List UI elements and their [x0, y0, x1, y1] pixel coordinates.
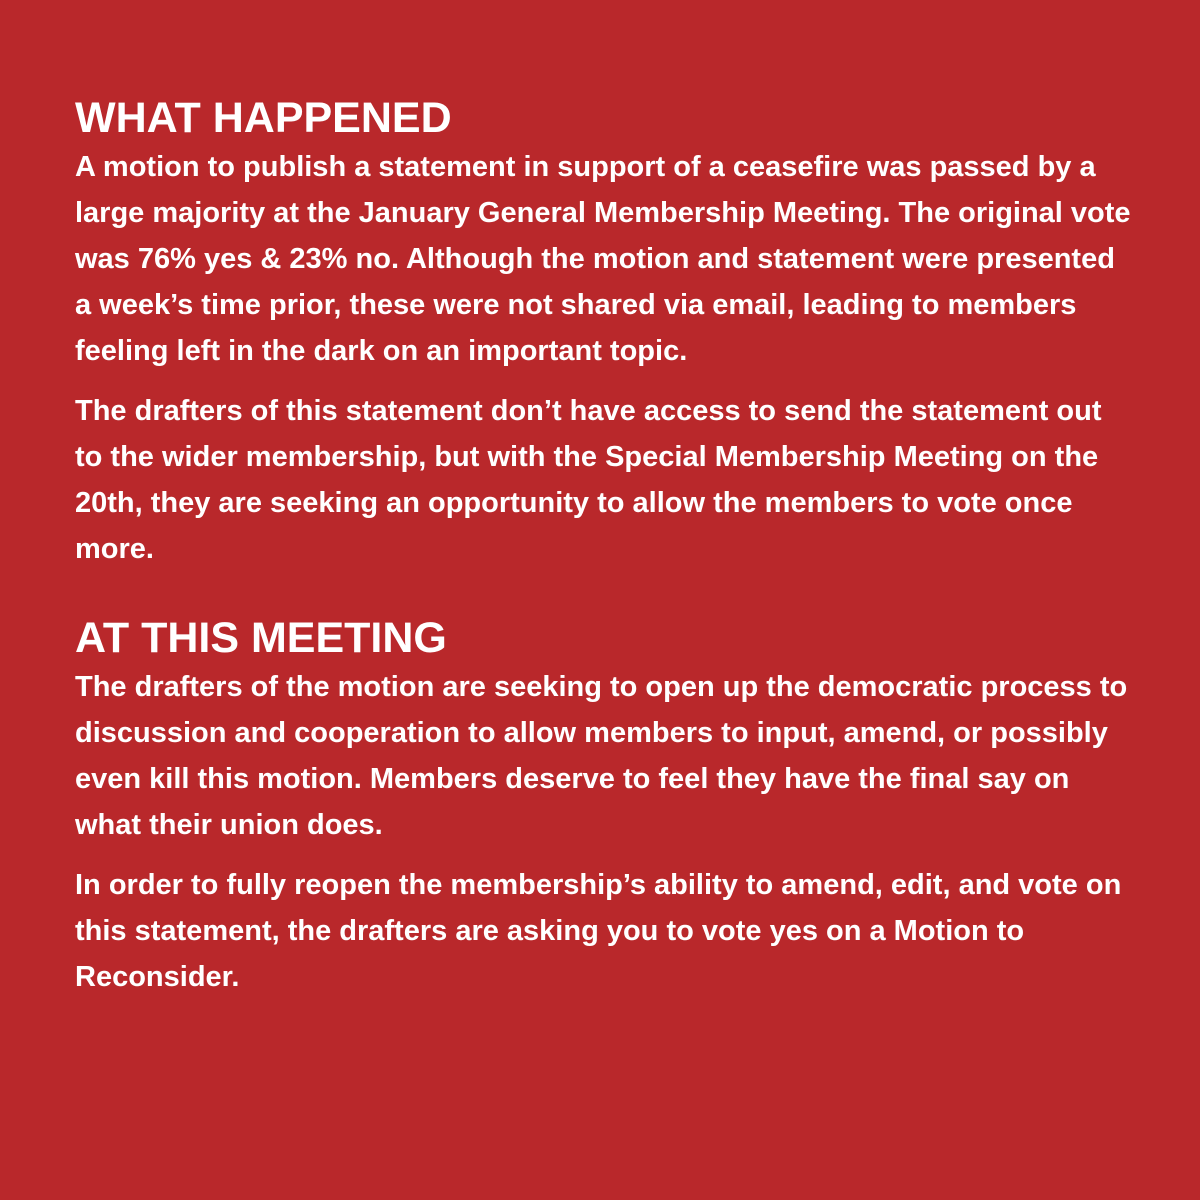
section-at-this-meeting — [75, 612, 1135, 1000]
section-paragraph: In order to fully reopen the membership’s ability to amend, edit, and vote on this statement, the drafters are asking you to vote yes on a Motion to Reconsider. — [75, 869, 1122, 993]
section-heading: WHAT HAPPENED — [75, 94, 452, 142]
section-paragraph: The drafters of this statement don’t have access to send the statement out to the wider membership, but with the Special Membership Meeting on the 20th, they are seeking an opportunity to allow the members to vote once more. — [75, 395, 1102, 565]
section-paragraph: A motion to publish a statement in support of a ceasefire was passed by a large majority at the January General Membership Meeting. The original vote was 76% yes & 23% no. Although the motion and statement were presented a week’s time prior, these were not shared via email, leading to members feeling left in the dark on an important topic. — [75, 151, 1131, 367]
section-paragraph: The drafters of the motion are seeking to open up the democratic process to discussion and cooperation to allow members to input, amend, or possibly even kill this motion. Members deserve to feel they have the final say on what their union does. — [75, 671, 1128, 841]
section-heading: AT THIS MEETING — [75, 614, 447, 662]
content-area — [75, 92, 1135, 1000]
section-what-happened — [75, 92, 1135, 572]
